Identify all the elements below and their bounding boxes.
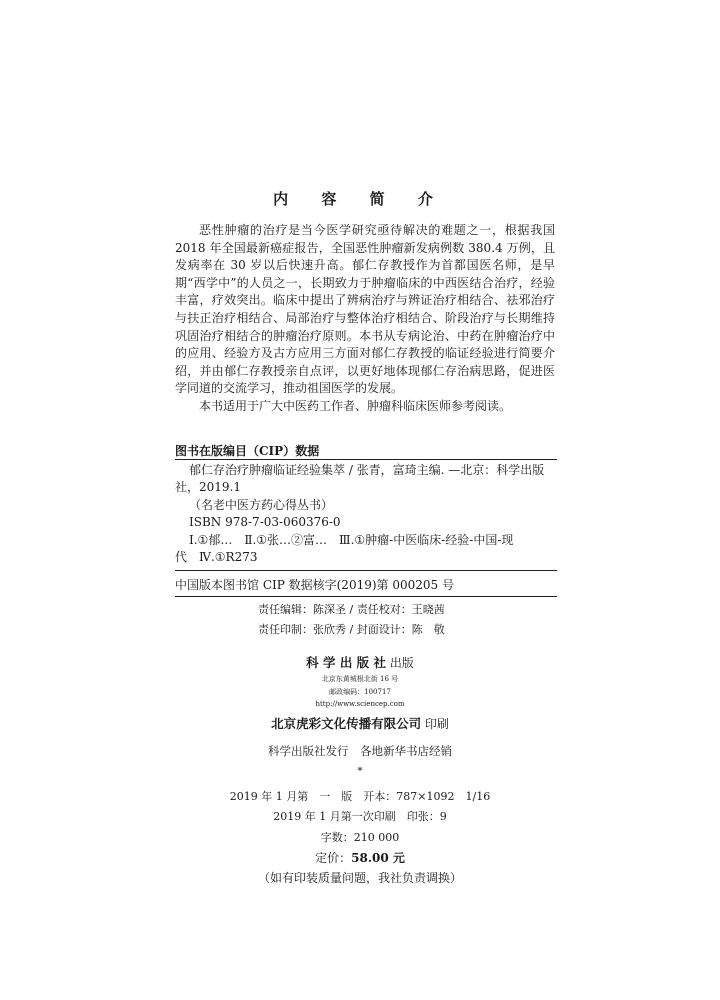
publisher-line (0, 653, 720, 671)
printing-line: 2019 年 1 月第一次印刷 印张：9 (273, 810, 447, 823)
separator-star: * (357, 766, 363, 777)
page-title: 内 容 简 介 (273, 190, 447, 208)
price-value: 58.00 元 (351, 851, 405, 865)
cip-record (175, 462, 557, 566)
cip-line: 代 Ⅳ.①R273 (175, 550, 258, 565)
staff-line-design: 责任印制：张欣秀 / 封面设计：陈 敬 (258, 623, 445, 636)
edition-line: 2019 年 1 月第 一 版 开本：787×1092 1/16 (229, 790, 491, 803)
intro-paragraph-1: 恶性肿瘤的治疗是当今医学研究亟待解决的难题之一，根据我国 2018 年全国最新癌症报告，全国恶性肿瘤新发病例数 380.4 万例，且发病率在 30 岁以后快速升高。郁仁存教授作为首都国医名师，是早期“西学中”的人员之一，长期致力于肿瘤临床的中西医结合治疗，经验丰富，疗效突出。临床中提出了辨病治疗与辨证治疗相结合、祛邪治疗与扶正治疗相结合、局部治疗与整体治疗相结合、阶段治疗与长期维持巩固治疗相结合的肿瘤治疗原则。本书从专病论治、中药在肿瘤治疗中的应用、经验方及古方应用三方面对郁仁存教授的临证经验进行简要介绍，并由郁仁存教授亲自点评，以更好地体现郁仁存治病思路，促进医学同道的交流学习，推动祖国医学的发展。 (175, 223, 555, 396)
price-line (0, 849, 720, 866)
cip-line: （名老中医方药心得丛书） (189, 497, 334, 512)
quality-note: （如有印装质量问题，我社负责调换） (257, 871, 462, 885)
publisher-name: 科 学 出 版 社 (306, 655, 387, 670)
intro-text (175, 222, 555, 416)
cip-line: 郁仁存治疗肿瘤临证经验集萃 / 张青，富琦主编. —北京：科学出版 (189, 463, 545, 477)
printer-line (0, 714, 720, 732)
cip-record-code: 中国版本图书馆 CIP 数据核字(2019)第 000205 号 (175, 578, 454, 592)
cip-line: Ⅰ.①郁… Ⅱ.①张…②富… Ⅲ.①肿瘤-中医临床-经验-中国-现 (189, 532, 514, 547)
cip-heading: 图书在版编目（CIP）数据 (175, 444, 320, 458)
cip-line: ISBN 978-7-03-060376-0 (189, 515, 341, 530)
printer-name: 北京虎彩文化传播有限公司 (271, 716, 422, 731)
publisher-postcode: 邮政编码：100717 (329, 688, 391, 696)
distribution-line: 科学出版社发行 各地新华书店经销 (268, 744, 452, 758)
price-label: 定价： (315, 851, 352, 865)
publisher-url: http://www.sciencep.com (315, 700, 405, 708)
cip-line: 社，2019.1 (175, 480, 241, 495)
intro-paragraph-2: 本书适用于广大中医药工作者、肿瘤科临床医师参考阅读。 (199, 398, 512, 413)
cip-top-rule (175, 459, 557, 460)
wordcount-line: 字数：210 000 (320, 831, 400, 844)
publisher-suffix: 出版 (386, 656, 414, 670)
printer-suffix: 印刷 (421, 717, 449, 731)
publisher-address: 北京东黄城根北街 16 号 (321, 675, 399, 683)
staff-line-editors: 责任编辑：陈深圣 / 责任校对：王晓茜 (258, 603, 445, 616)
cip-mid-rule (175, 570, 557, 571)
cip-bottom-rule (175, 596, 557, 597)
